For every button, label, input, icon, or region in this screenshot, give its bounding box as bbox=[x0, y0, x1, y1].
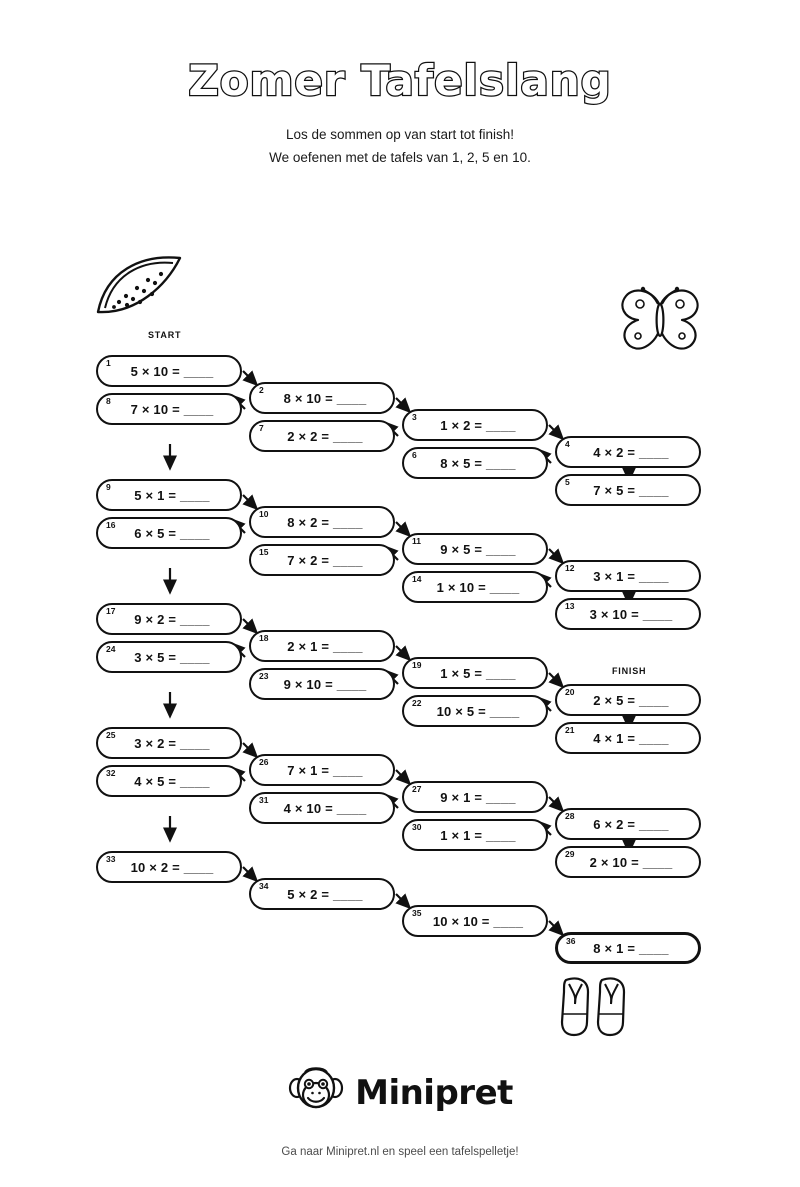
cell-sum: 7 × 5 = ____ bbox=[593, 482, 669, 498]
cell-sum: 8 × 2 = ____ bbox=[287, 514, 363, 530]
cell-sum: 10 × 5 = ____ bbox=[436, 703, 520, 719]
cell-sum: 10 × 2 = ____ bbox=[130, 859, 214, 875]
brand-name: Minipret bbox=[355, 1072, 513, 1113]
cell-number: 24 bbox=[106, 644, 116, 654]
snake-cell-13[interactable] bbox=[555, 598, 701, 630]
cell-sum: 6 × 2 = ____ bbox=[593, 816, 669, 832]
snake-cell-5[interactable] bbox=[555, 474, 701, 506]
cell-number: 7 bbox=[259, 423, 264, 433]
cell-sum: 9 × 1 = ____ bbox=[440, 789, 516, 805]
snake-cell-10[interactable] bbox=[249, 506, 395, 538]
watermelon-slice-illustration bbox=[92, 252, 188, 323]
snake-cell-33[interactable] bbox=[96, 851, 242, 883]
cell-number: 6 bbox=[412, 450, 417, 460]
snake-cell-26[interactable] bbox=[249, 754, 395, 786]
brand-logo bbox=[0, 1064, 800, 1121]
cell-sum: 1 × 5 = ____ bbox=[440, 665, 516, 681]
cell-number: 27 bbox=[412, 784, 422, 794]
cell-sum: 3 × 5 = ____ bbox=[134, 649, 210, 665]
cell-number: 13 bbox=[565, 601, 575, 611]
snake-cell-22[interactable] bbox=[402, 695, 548, 727]
cell-number: 10 bbox=[259, 509, 269, 519]
cell-number: 4 bbox=[565, 439, 570, 449]
snake-cell-16[interactable] bbox=[96, 517, 242, 549]
snake-cell-12[interactable] bbox=[555, 560, 701, 592]
cell-number: 17 bbox=[106, 606, 116, 616]
snake-cell-18[interactable] bbox=[249, 630, 395, 662]
cell-sum: 7 × 10 = ____ bbox=[130, 401, 214, 417]
cell-sum: 4 × 5 = ____ bbox=[134, 773, 210, 789]
cell-number: 8 bbox=[106, 396, 111, 406]
cell-number: 34 bbox=[259, 881, 269, 891]
cell-sum: 2 × 1 = ____ bbox=[287, 638, 363, 654]
monkey-logo-icon bbox=[287, 1064, 345, 1121]
footer-note: Ga naar Minipret.nl en speel een tafelspelletje! bbox=[281, 1146, 519, 1158]
cell-number: 9 bbox=[106, 482, 111, 492]
cell-sum: 5 × 10 = ____ bbox=[130, 363, 214, 379]
cell-number: 26 bbox=[259, 757, 269, 767]
cell-sum: 5 × 2 = ____ bbox=[287, 886, 363, 902]
cell-sum: 8 × 5 = ____ bbox=[440, 455, 516, 471]
cell-sum: 1 × 1 = ____ bbox=[440, 827, 516, 843]
cell-number: 25 bbox=[106, 730, 116, 740]
instruction-line-2: We oefenen met de tafels van 1, 2, 5 en 10. bbox=[269, 150, 531, 165]
cell-sum: 7 × 2 = ____ bbox=[287, 552, 363, 568]
cell-number: 19 bbox=[412, 660, 422, 670]
start-label: START bbox=[148, 330, 182, 340]
snake-cell-31[interactable] bbox=[249, 792, 395, 824]
snake-cell-21[interactable] bbox=[555, 722, 701, 754]
cell-sum: 5 × 1 = ____ bbox=[134, 487, 210, 503]
instruction-line-1: Los de sommen op van start tot finish! bbox=[285, 127, 515, 142]
cell-number: 16 bbox=[106, 520, 116, 530]
cell-sum: 6 × 5 = ____ bbox=[134, 525, 210, 541]
cell-sum: 8 × 1 = ____ bbox=[593, 940, 669, 956]
snake-cell-24[interactable] bbox=[96, 641, 242, 673]
cell-number: 29 bbox=[565, 849, 575, 859]
cell-number: 30 bbox=[412, 822, 422, 832]
page-title: Zomer Tafelslang bbox=[188, 56, 612, 105]
snake-cell-28[interactable] bbox=[555, 808, 701, 840]
cell-number: 35 bbox=[412, 908, 422, 918]
instructions bbox=[0, 123, 800, 169]
snake-cell-20[interactable] bbox=[555, 684, 701, 716]
cell-number: 2 bbox=[259, 385, 264, 395]
cell-sum: 7 × 1 = ____ bbox=[287, 762, 363, 778]
cell-sum: 3 × 1 = ____ bbox=[593, 568, 669, 584]
cell-number: 11 bbox=[412, 536, 421, 546]
snake-cell-1[interactable] bbox=[96, 355, 242, 387]
snake-cell-19[interactable] bbox=[402, 657, 548, 689]
cell-number: 20 bbox=[565, 687, 575, 697]
cell-number: 23 bbox=[259, 671, 269, 681]
snake-cell-35[interactable] bbox=[402, 905, 548, 937]
snake-cell-27[interactable] bbox=[402, 781, 548, 813]
flip-flops-illustration bbox=[556, 972, 634, 1043]
cell-sum: 4 × 2 = ____ bbox=[593, 444, 669, 460]
snake-cell-36[interactable] bbox=[555, 932, 701, 964]
cell-number: 15 bbox=[259, 547, 269, 557]
snake-cell-4[interactable] bbox=[555, 436, 701, 468]
snake-cell-17[interactable] bbox=[96, 603, 242, 635]
cell-sum: 3 × 10 = ____ bbox=[589, 606, 673, 622]
cell-number: 22 bbox=[412, 698, 422, 708]
cell-number: 14 bbox=[412, 574, 422, 584]
snake-cell-8[interactable] bbox=[96, 393, 242, 425]
cell-sum: 1 × 10 = ____ bbox=[436, 579, 520, 595]
snake-cell-6[interactable] bbox=[402, 447, 548, 479]
cell-number: 31 bbox=[259, 795, 269, 805]
cell-number: 33 bbox=[106, 854, 116, 864]
snake-cell-11[interactable] bbox=[402, 533, 548, 565]
cell-sum: 4 × 10 = ____ bbox=[283, 800, 367, 816]
snake-cell-30[interactable] bbox=[402, 819, 548, 851]
snake-cell-2[interactable] bbox=[249, 382, 395, 414]
cell-sum: 9 × 5 = ____ bbox=[440, 541, 516, 557]
snake-cell-23[interactable] bbox=[249, 668, 395, 700]
cell-sum: 9 × 10 = ____ bbox=[283, 676, 367, 692]
cell-sum: 4 × 1 = ____ bbox=[593, 730, 669, 746]
cell-number: 32 bbox=[106, 768, 116, 778]
cell-number: 12 bbox=[565, 563, 575, 573]
snake-cell-15[interactable] bbox=[249, 544, 395, 576]
cell-sum: 10 × 10 = ____ bbox=[432, 913, 524, 929]
cell-number: 36 bbox=[566, 936, 576, 946]
snake-cell-9[interactable] bbox=[96, 479, 242, 511]
cell-sum: 2 × 2 = ____ bbox=[287, 428, 363, 444]
cell-sum: 9 × 2 = ____ bbox=[134, 611, 210, 627]
finish-label: FINISH bbox=[612, 666, 647, 676]
cell-number: 3 bbox=[412, 412, 417, 422]
snake-cell-3[interactable] bbox=[402, 409, 548, 441]
cell-sum: 3 × 2 = ____ bbox=[134, 735, 210, 751]
cell-number: 28 bbox=[565, 811, 575, 821]
cell-number: 5 bbox=[565, 477, 570, 487]
snake-cell-7[interactable] bbox=[249, 420, 395, 452]
cell-sum: 8 × 10 = ____ bbox=[283, 390, 367, 406]
cell-sum: 2 × 5 = ____ bbox=[593, 692, 669, 708]
snake-cell-25[interactable] bbox=[96, 727, 242, 759]
cell-sum: 1 × 2 = ____ bbox=[440, 417, 516, 433]
cell-sum: 2 × 10 = ____ bbox=[589, 854, 673, 870]
cell-number: 1 bbox=[106, 358, 111, 368]
snake-cell-34[interactable] bbox=[249, 878, 395, 910]
tafelslang-board bbox=[0, 330, 800, 964]
cell-number: 18 bbox=[259, 633, 269, 643]
snake-cell-29[interactable] bbox=[555, 846, 701, 878]
snake-cell-32[interactable] bbox=[96, 765, 242, 797]
snake-cell-14[interactable] bbox=[402, 571, 548, 603]
cell-number: 21 bbox=[565, 725, 575, 735]
